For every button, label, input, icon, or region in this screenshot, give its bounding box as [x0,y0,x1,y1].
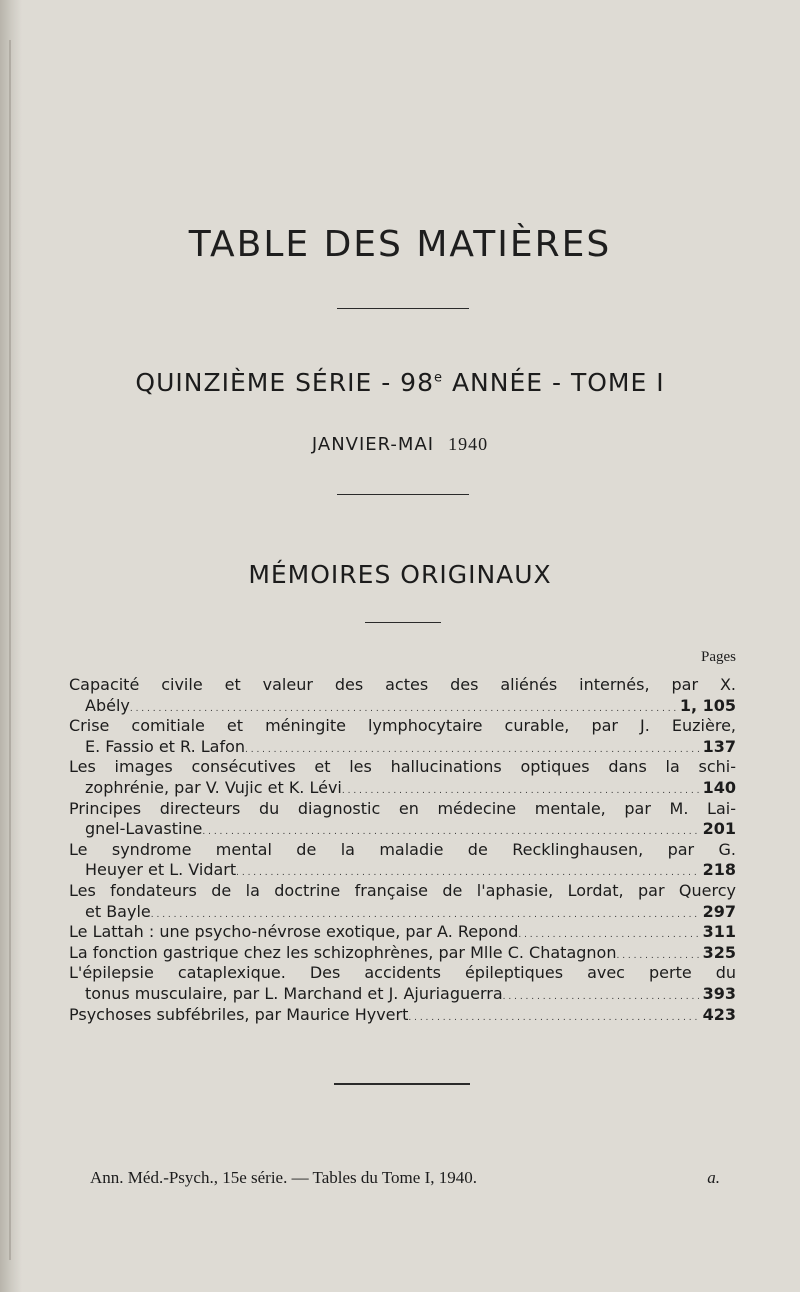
toc-page-number: 140 [702,777,736,797]
toc-page-number: 311 [702,922,736,942]
toc-entry-last-line [69,922,736,943]
toc-entry-last-line [69,737,736,758]
toc-entry-title: La fonction gastrique chez les schizophrènes, par Mlle C. Chatagnon [69,942,617,962]
toc-entry-authors: gnel-Lavastine [85,819,203,839]
toc-page-number: 393 [702,983,736,1003]
divider [337,308,469,309]
toc-page-number: 423 [702,1004,736,1024]
toc-entry[interactable] [69,757,736,798]
section-heading: MÉMOIRES ORIGINAUX [248,560,552,589]
toc-entry-last-line [69,778,736,799]
toc-entry-title: L'épilepsie cataplexique. Des accidents épileptiques avec perte du [69,963,736,983]
page-letter: a. [707,1168,720,1187]
series-text: QUINZIÈME SÉRIE - 98 [135,368,434,397]
toc-entry-authors: tonus musculaire, par L. Marchand et J. Ajuriaguerra [85,983,503,1003]
toc-entry[interactable] [69,840,736,881]
months: JANVIER-MAI [311,434,435,455]
year: 1940 [448,434,489,454]
toc-entry-last-line [69,984,736,1005]
table-of-contents [69,675,736,1025]
dot-leader [503,984,699,1005]
toc-entry-title: Psychoses subfébriles, par Maurice Hyvert [69,1004,409,1024]
dot-leader [236,860,698,881]
dot-leader [151,902,699,923]
divider [337,494,469,495]
series-text-end: ANNÉE - TOME I [443,368,665,397]
page-title: TABLE DES MATIÈRES [188,224,612,265]
toc-entry[interactable] [69,963,736,1004]
toc-entry-title: Le Lattah : une psycho-névrose exotique, par A. Repond [69,922,519,942]
page-edge [0,0,22,1292]
date-range [0,434,800,455]
divider [334,1083,470,1085]
series-superscript: e [434,370,443,386]
dot-leader [130,696,676,717]
toc-entry-authors: zophrénie, par V. Vujic et K. Lévi [85,777,342,797]
toc-entry[interactable] [69,943,736,964]
footer-citation: Ann. Méd.-Psych., 15e série. — Tables du Tome I, 1940. [90,1168,477,1187]
toc-entry-authors: Heuyer et L. Vidart [85,860,237,880]
toc-entry-last-line [69,902,736,923]
toc-entry[interactable] [69,675,736,716]
dot-leader [342,778,699,799]
toc-entry-last-line [69,1005,736,1026]
dot-leader [518,922,698,943]
dot-leader [408,1005,698,1026]
toc-page-number: 1, 105 [679,695,736,715]
toc-entry[interactable] [69,1005,736,1026]
toc-entry-title: Le syndrome mental de la maladie de Recklinghausen, par G. [69,839,736,859]
toc-page-number: 325 [702,942,736,962]
toc-entry[interactable] [69,881,736,922]
toc-entry-authors: et Bayle [85,901,151,921]
toc-entry-authors: E. Fassio et R. Lafon [85,736,246,756]
series-heading [0,368,800,397]
toc-entry-last-line [69,819,736,840]
toc-entry-authors: Abély [85,695,130,715]
toc-entry-last-line [69,943,736,964]
toc-entry[interactable] [69,922,736,943]
toc-page-number: 218 [702,860,736,880]
toc-entry-title: Les fondateurs de la doctrine française de l'aphasie, Lordat, par Quercy [69,880,736,900]
page-footer [90,1168,720,1188]
dot-leader [245,737,699,758]
toc-entry-title: Crise comitiale et méningite lymphocytaire curable, par J. Euzière, [69,716,736,736]
toc-entry[interactable] [69,799,736,840]
toc-entry[interactable] [69,716,736,757]
toc-entry-title: Principes directeurs du diagnostic en médecine mentale, par M. Lai- [69,798,736,818]
toc-page-number: 201 [702,819,736,839]
toc-entry-title: Capacité civile et valeur des actes des aliénés internés, par X. [69,675,736,694]
dot-leader [616,943,698,964]
pages-column-label: Pages [701,649,736,665]
toc-page-number: 297 [702,901,736,921]
toc-entry-last-line [69,696,736,717]
toc-entry-last-line [69,860,736,881]
divider [365,622,441,623]
dot-leader [202,819,698,840]
toc-entry-title: Les images consécutives et les hallucinations optiques dans la schi- [69,757,736,777]
toc-page-number: 137 [702,736,736,756]
